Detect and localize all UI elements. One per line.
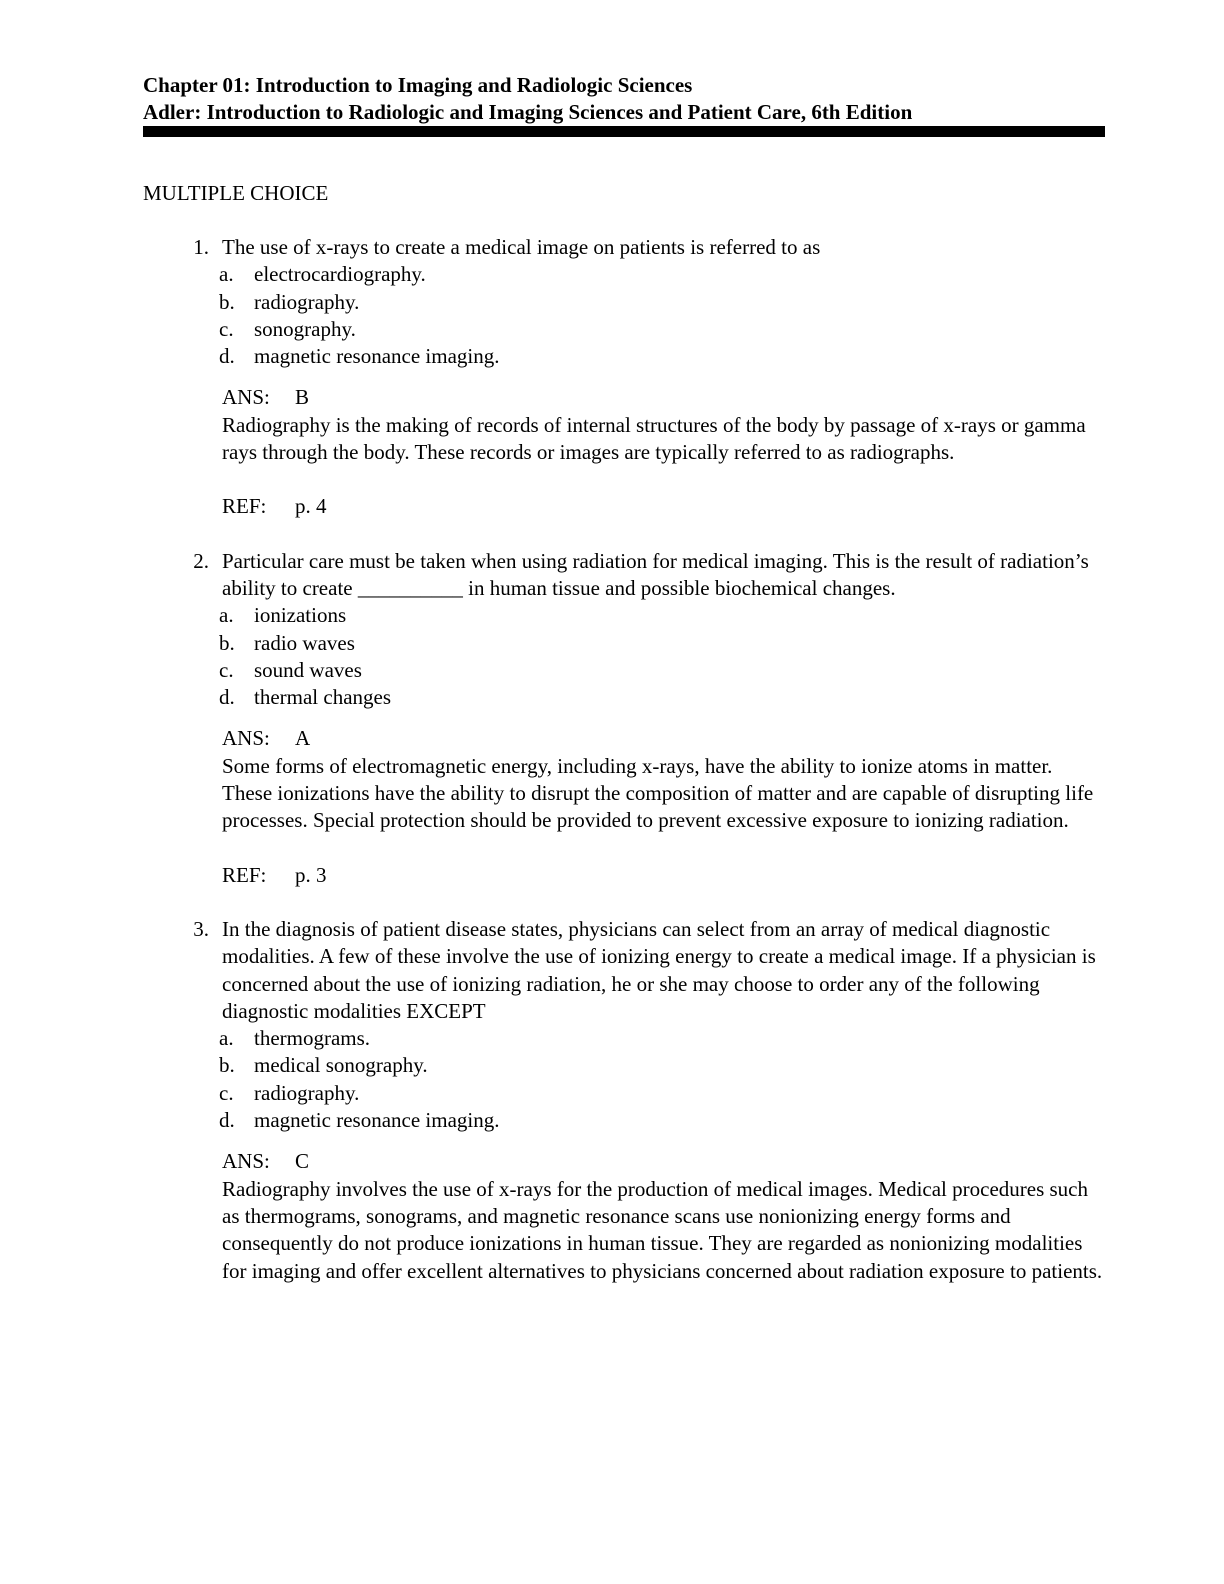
book-title: Adler: Introduction to Radiologic and Imaging Sciences and Patient Care, 6th Edition	[143, 100, 913, 124]
option-text: thermal changes	[254, 685, 392, 710]
question-2	[143, 548, 1113, 916]
option-a	[143, 261, 1113, 288]
option-letter: d.	[219, 1108, 235, 1133]
option-d	[143, 343, 1113, 370]
answer-value: C	[295, 1149, 310, 1174]
option-b	[143, 630, 1113, 657]
option-text: radiography.	[254, 289, 360, 314]
option-letter: b.	[219, 289, 235, 314]
option-text: medical sonography.	[254, 1053, 428, 1078]
question-3	[143, 916, 1113, 1285]
option-letter: a.	[219, 1026, 234, 1051]
answer-block	[222, 1148, 1106, 1284]
answer-label: ANS:	[222, 1149, 270, 1174]
option-a	[143, 602, 1113, 629]
option-text: sonography.	[254, 316, 356, 341]
option-b	[143, 289, 1113, 316]
answer-block	[222, 384, 1106, 520]
question-text: The use of x-rays to create a medical image on patients is referred to as	[222, 235, 821, 259]
section-title: MULTIPLE CHOICE	[143, 181, 329, 205]
reference-value: p. 4	[295, 494, 327, 519]
option-text: magnetic resonance imaging.	[254, 344, 500, 369]
option-b	[143, 1052, 1113, 1079]
option-letter: a.	[219, 603, 234, 628]
option-letter: c.	[219, 657, 234, 682]
option-text: sound waves	[254, 657, 362, 682]
option-text: magnetic resonance imaging.	[254, 1108, 500, 1133]
option-letter: d.	[219, 685, 235, 710]
question-text: Particular care must be taken when using radiation for medical imaging. This is the result of radiation’s ability to create __________ in human tissue and possible biochemical changes.	[222, 548, 1089, 600]
option-c	[143, 316, 1113, 343]
question-number: 2.	[193, 548, 209, 573]
option-letter: a.	[219, 262, 234, 287]
option-c	[143, 657, 1113, 684]
option-text: ionizations	[254, 603, 347, 628]
answer-value: B	[295, 385, 310, 410]
answer-value: A	[295, 726, 311, 751]
reference-label: REF:	[222, 494, 267, 519]
question-1	[143, 234, 1113, 548]
option-letter: b.	[219, 630, 235, 655]
question-text: In the diagnosis of patient disease states, physicians can select from an array of medical diagnostic modalities. A few of these involve the use of ionizing energy to create a medical image. If a physician is concerned about the use of ionizing radiation, he or she may choose to order any of the following diagnostic modalities EXCEPT	[222, 916, 1096, 1023]
answer-rationale: Some forms of electromagnetic energy, including x-rays, have the ability to ionize atoms in matter. These ionizations have the ability to disrupt the composition of matter and are capable of disrupting life processes. Special protection should be provided to prevent excessive exposure to ionizing radiation.	[222, 753, 1094, 833]
reference-label: REF:	[222, 862, 267, 887]
option-list	[143, 1025, 1113, 1134]
answer-rationale: Radiography is the making of records of internal structures of the body by passage of x-rays or gamma rays through the body. These records or images are typically referred to as radiographs.	[222, 412, 1086, 465]
option-text: electrocardiography.	[254, 262, 426, 287]
option-letter: d.	[219, 344, 235, 369]
option-letter: b.	[219, 1053, 235, 1078]
option-list	[143, 602, 1113, 711]
option-text: thermograms.	[254, 1026, 371, 1051]
option-d	[143, 1107, 1113, 1134]
question-list	[143, 234, 1113, 1285]
option-letter: c.	[219, 316, 234, 341]
option-list	[143, 261, 1113, 370]
option-d	[143, 684, 1113, 711]
option-letter: c.	[219, 1080, 234, 1105]
option-text: radio waves	[254, 630, 355, 655]
question-number: 1.	[193, 235, 209, 259]
question-number: 3.	[193, 916, 209, 941]
header-rule	[143, 126, 1105, 137]
answer-rationale: Radiography involves the use of x-rays for the production of medical images. Medical procedures such as thermograms, sonograms, and magnetic resonance scans use nonionizing energy forms and consequently do not produce ionizations in human tissue. They are regarded as nonionizing modalities for imaging and offer excellent alternatives to physicians concerned about radiation exposure to patients.	[222, 1176, 1103, 1283]
option-a	[143, 1025, 1113, 1052]
document-header	[143, 72, 1105, 126]
answer-label: ANS:	[222, 385, 270, 410]
option-c	[143, 1080, 1113, 1107]
chapter-title: Chapter 01: Introduction to Imaging and Radiologic Sciences	[143, 73, 693, 97]
reference-value: p. 3	[295, 862, 327, 887]
option-text: radiography.	[254, 1080, 360, 1105]
answer-label: ANS:	[222, 726, 270, 751]
answer-block	[222, 725, 1106, 888]
